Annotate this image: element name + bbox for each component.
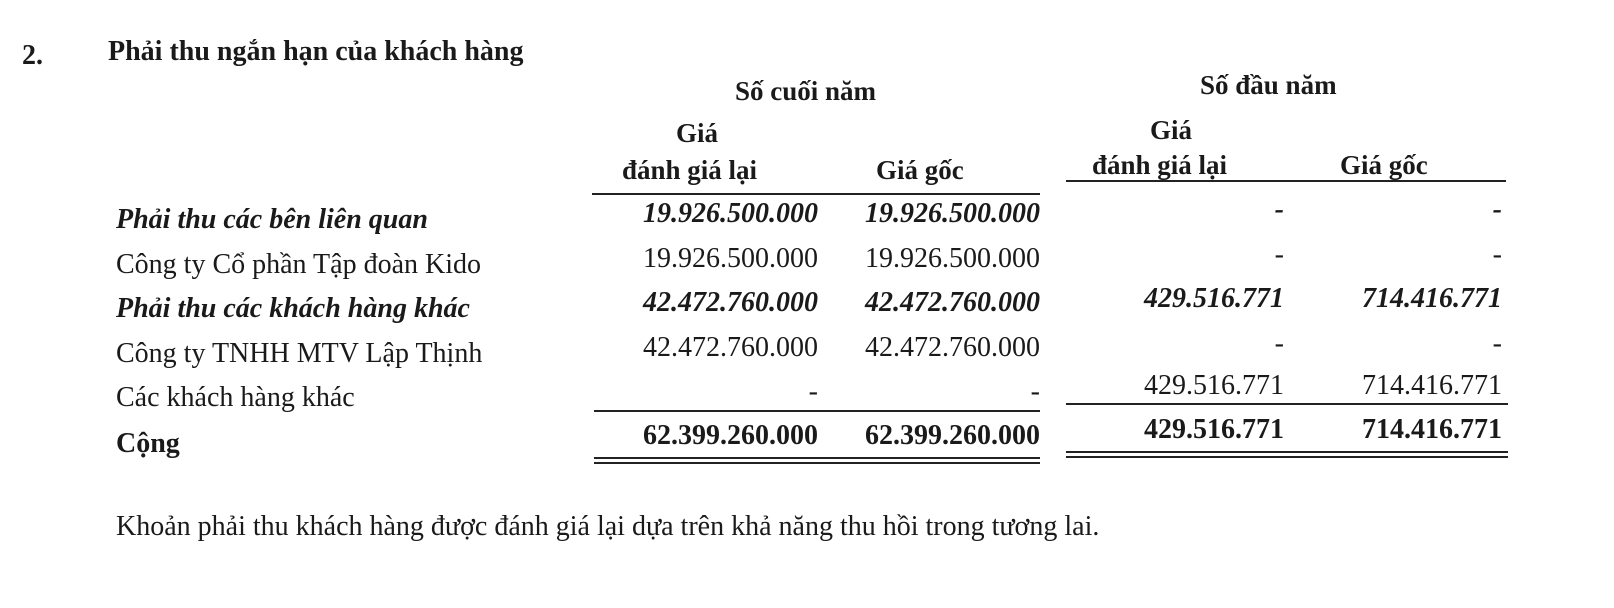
col-revalued-start-line2: đánh giá lại [1092,150,1228,180]
total-label: Cộng [116,428,180,459]
total-double-line-start-2 [1066,456,1508,458]
cell-value: 42.472.760.000 [865,287,1040,318]
cell-value: 429.516.771 [1144,370,1284,401]
cell-value: 42.472.760.000 [643,332,818,363]
row-label-other-customers: Phải thu các khách hàng khác [116,293,470,324]
col-revalued-start-line1: Giá [1150,115,1193,145]
col-revalued-end-line2: đánh giá lại [622,155,758,185]
row-label-lap-thinh: Công ty TNHH MTV Lập Thịnh [116,338,483,369]
cell-value: - [1274,328,1284,359]
cell-value: - [1274,239,1284,270]
total-double-line-end-1 [594,457,1040,459]
cell-value: 19.926.500.000 [643,243,818,274]
cell-value: - [1274,194,1284,225]
cell-value: - [1030,376,1040,407]
header-underline-start [1066,180,1506,182]
cell-value: - [1492,239,1502,270]
total-double-line-start-1 [1066,451,1508,453]
cell-value: 429.516.771 [1144,283,1284,314]
section-number: 2. [22,40,43,71]
footnote: Khoản phải thu khách hàng được đánh giá lại dựa trên khả năng thu hồi trong tương lai. [116,511,1100,542]
row-label-related-parties: Phải thu các bên liên quan [116,204,428,235]
total-value: 429.516.771 [1144,414,1284,445]
header-underline-end [592,193,1040,195]
col-cost-start: Giá gốc [1340,150,1428,180]
cell-value: 42.472.760.000 [865,332,1040,363]
cell-value: 42.472.760.000 [643,287,818,318]
cell-value: 714.416.771 [1362,370,1502,401]
cell-value: - [1492,194,1502,225]
section-title: Phải thu ngắn hạn của khách hàng [108,36,524,67]
cell-value: 714.416.771 [1362,283,1502,314]
col-group-end-of-year: Số cuối năm [735,76,877,106]
cell-value: 19.926.500.000 [865,198,1040,229]
row-label-other: Các khách hàng khác [116,382,355,413]
subtotal-line-end [594,410,1040,412]
col-cost-end: Giá gốc [876,155,964,185]
col-revalued-end-line1: Giá [676,118,719,148]
cell-value: 19.926.500.000 [643,198,818,229]
total-value: 62.399.260.000 [643,420,818,451]
cell-value: - [808,376,818,407]
cell-value: 19.926.500.000 [865,243,1040,274]
col-group-start-of-year: Số đầu năm [1200,70,1337,100]
row-label-kido: Công ty Cổ phần Tập đoàn Kido [116,249,482,280]
total-value: 714.416.771 [1362,414,1502,445]
total-value: 62.399.260.000 [865,420,1040,451]
cell-value: - [1492,328,1502,359]
subtotal-line-start [1066,403,1508,405]
total-double-line-end-2 [594,462,1040,464]
